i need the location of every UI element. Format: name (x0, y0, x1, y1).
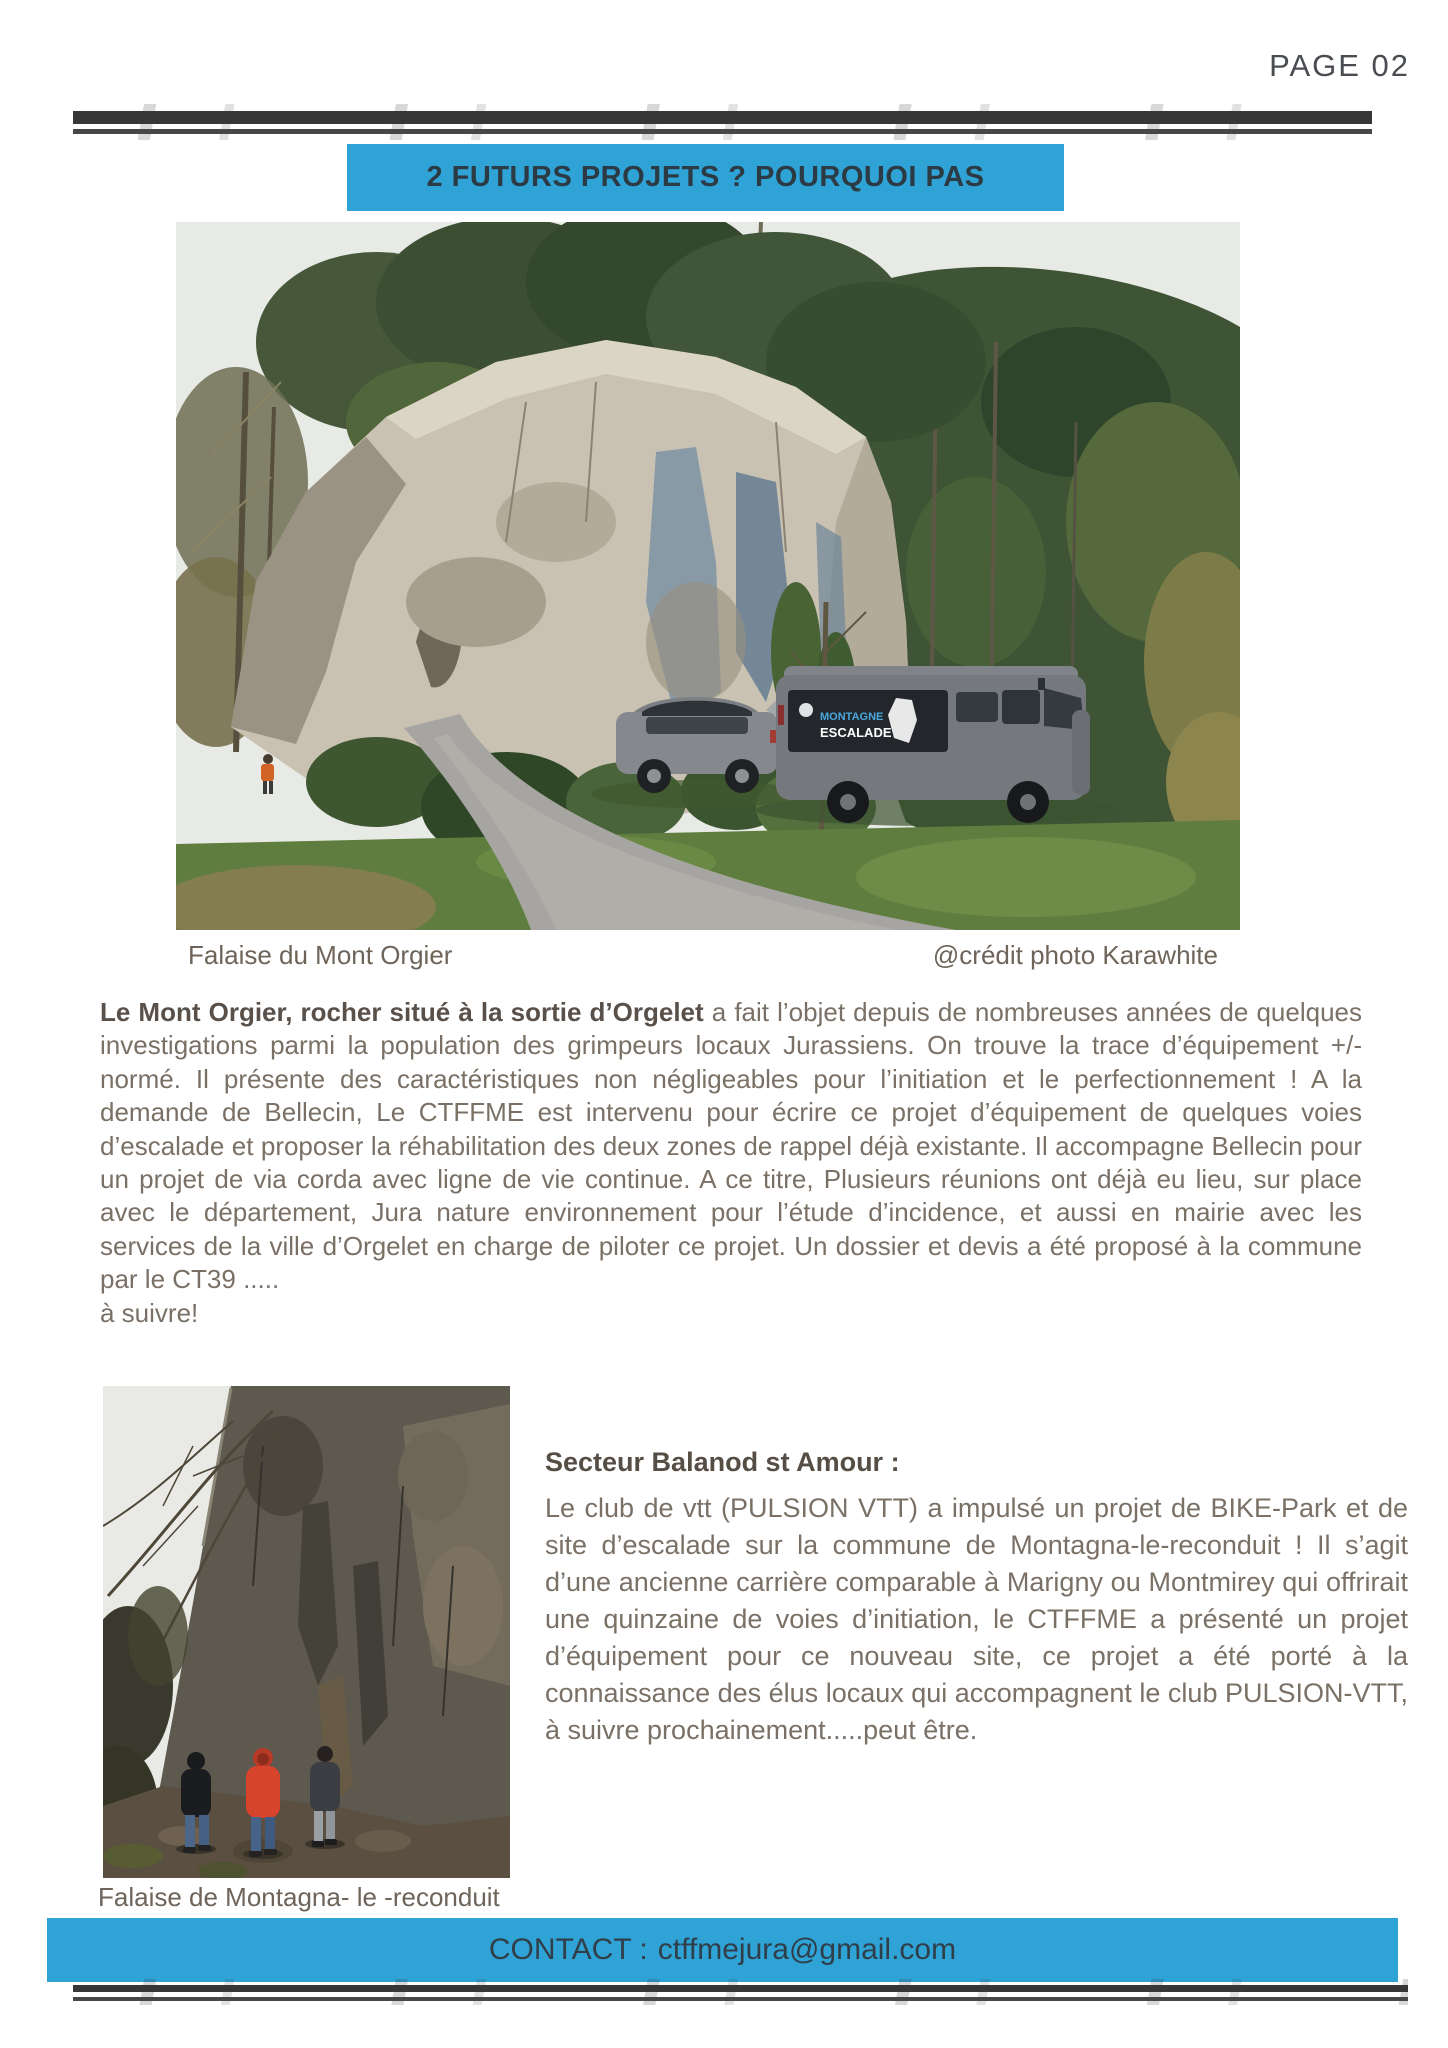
section-title-banner (347, 144, 1064, 211)
van-logo-montagne: MONTAGNE (820, 711, 884, 723)
climbing-van (756, 666, 1116, 826)
article-balanod (545, 1444, 1408, 1749)
article-1-body: a fait l’objet depuis de nombreuses années de quelques investigations parmi la population des grimpeurs locaux Jurassiens. On trouve la trace d’équipement +/- normé. Il présente des caractéristiques non négligeables pour l’initiation et le perfectionnement ! A la demande de Bellecin, Le CTFFME est intervenu pour écrire ce projet d’équipement de quelques voies d’escalade et proposer la réhabilitation des deux zones de rappel déjà existante. Il accompagne Bellecin pour un projet de via corda avec ligne de vie continue. A ce titre, Plusieurs réunions ont déjà eu lieu, sur place avec le département, Jura nature environnement pour l’étude d’incidence, et aussi en mairie avec les services de la ville d’Orgelet en charge de piloter ce projet. Un dossier et devis a été proposé à la commune par le CT39 ..... (100, 997, 1362, 1295)
photo2-caption: Falaise de Montagna- le -reconduit (98, 1882, 500, 1912)
photo1-credit: @crédit photo Karawhite (932, 940, 1218, 970)
header-rule-thick (73, 111, 1372, 124)
section-title: 2 FUTURS PROJETS ? POURQUOI PAS (426, 161, 985, 193)
header-rule-thin (73, 129, 1372, 134)
mont-orgier-photo-illustration (176, 222, 1240, 930)
photo1-caption: Falaise du Mont Orgier (188, 940, 453, 970)
page-number: PAGE 02 (1269, 48, 1410, 83)
contact-email-link[interactable]: ctffmejura@gmail.com (657, 1933, 957, 1966)
footer-rule-ghost-pattern (73, 1979, 1408, 2005)
article-1-lead: Le Mont Orgier, rocher situé à la sortie d’Orgelet (100, 997, 704, 1027)
mont-orgier-photo (176, 222, 1240, 930)
van-logo-escalade: ESCALADE (820, 725, 892, 740)
article-1-tail: à suivre! (100, 1297, 199, 1328)
footer-rule-thick (73, 1985, 1408, 1992)
article-2-body: Le club de vtt (PULSION VTT) a impulsé un projet de BIKE-Park et de site d’escalade sur la commune de Montagna-le-reconduit ! Il s’agit d’une ancienne carrière comparable à Marigny ou Montmirey qui offrirait une quinzaine de voies d’initiation, le CTFFME a présenté un projet d’équipement pour ce nouveau site, ce projet a été porté à la connaissance des élus locaux qui accompagnent le club PULSION-VTT, à suivre prochainement.....peut être. (545, 1493, 1408, 1745)
photo1-captions (176, 940, 1240, 971)
contact-label: CONTACT : (488, 1933, 648, 1966)
footer-rule-thin (73, 1997, 1408, 2001)
article-mont-orgier (100, 996, 1362, 1330)
contact-footer-bar (47, 1918, 1398, 1982)
montagna-photo-illustration (103, 1386, 510, 1878)
article-2-heading: Secteur Balanod st Amour : (545, 1447, 900, 1477)
montagna-photo (103, 1386, 510, 1878)
